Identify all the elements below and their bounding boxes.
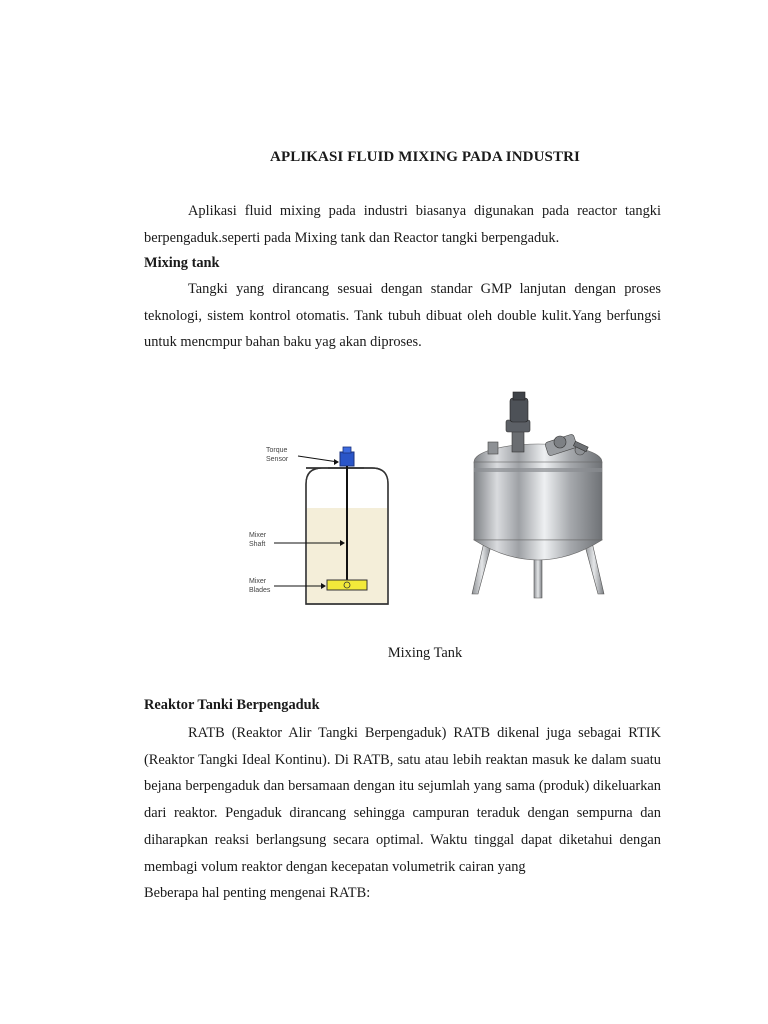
figure-caption: Mixing Tank — [387, 645, 463, 661]
label-blades-1: Mixer — [249, 578, 267, 585]
section-heading-reaktor: Reaktor Tanki Berpengaduk — [144, 697, 320, 713]
label-torque-2: Sensor — [266, 456, 289, 463]
torque-sensor — [340, 452, 354, 466]
motor — [510, 398, 528, 422]
mixing-tank-photo — [462, 384, 614, 600]
page-title: APLIKASI FLUID MIXING PADA INDUSTRI — [270, 149, 580, 165]
mixing-tank-diagram — [240, 440, 400, 615]
label-shaft-2: Shaft — [249, 541, 266, 548]
label-blades-2: Blades — [249, 587, 271, 594]
mixer-blades — [327, 580, 367, 590]
label-shaft-1: Mixer — [249, 532, 267, 539]
label-torque-1: Torque — [266, 447, 288, 454]
section-heading-mixing-tank: Mixing tank — [144, 255, 220, 271]
intro-paragraph: Aplikasi fluid mixing pada industri biasanya digunakan pada reactor tangki berpengaduk.seperti pada Mixing tank dan Reactor tangki berpengaduk. — [144, 203, 661, 246]
mixing-tank-paragraph: Tangki yang dirancang sesuai dengan standar GMP lanjutan dengan proses teknologi, sistem kontrol otomatis. Tank tubuh dibuat oleh double kulit.Yang berfungsi untuk mencmpur bahan baku yag akan diproses. — [144, 281, 661, 351]
reaktor-paragraph: RATB (Reaktor Alir Tangki Berpengaduk) RATB dikenal juga sebagai RTIK (Reaktor Tangki Ideal Kontinu). Di RATB, satu atau lebih reaktan masuk ke dalam suatu bejana berpengaduk dan bersamaan dengan itu sejumlah yang sama (produk) dikeluarkan dari reaktor. Pengaduk dirancang sehingga campuran teraduk dengan sempurna dan diharapkan reaksi berlangsung secara optimal. Waktu tinggal dapat diketahui dengan membagi volum reaktor dengan kecepatan volumetrik cairan yang — [144, 725, 661, 875]
reaktor-trailing-line: Beberapa hal penting mengenai RATB: — [144, 885, 371, 901]
